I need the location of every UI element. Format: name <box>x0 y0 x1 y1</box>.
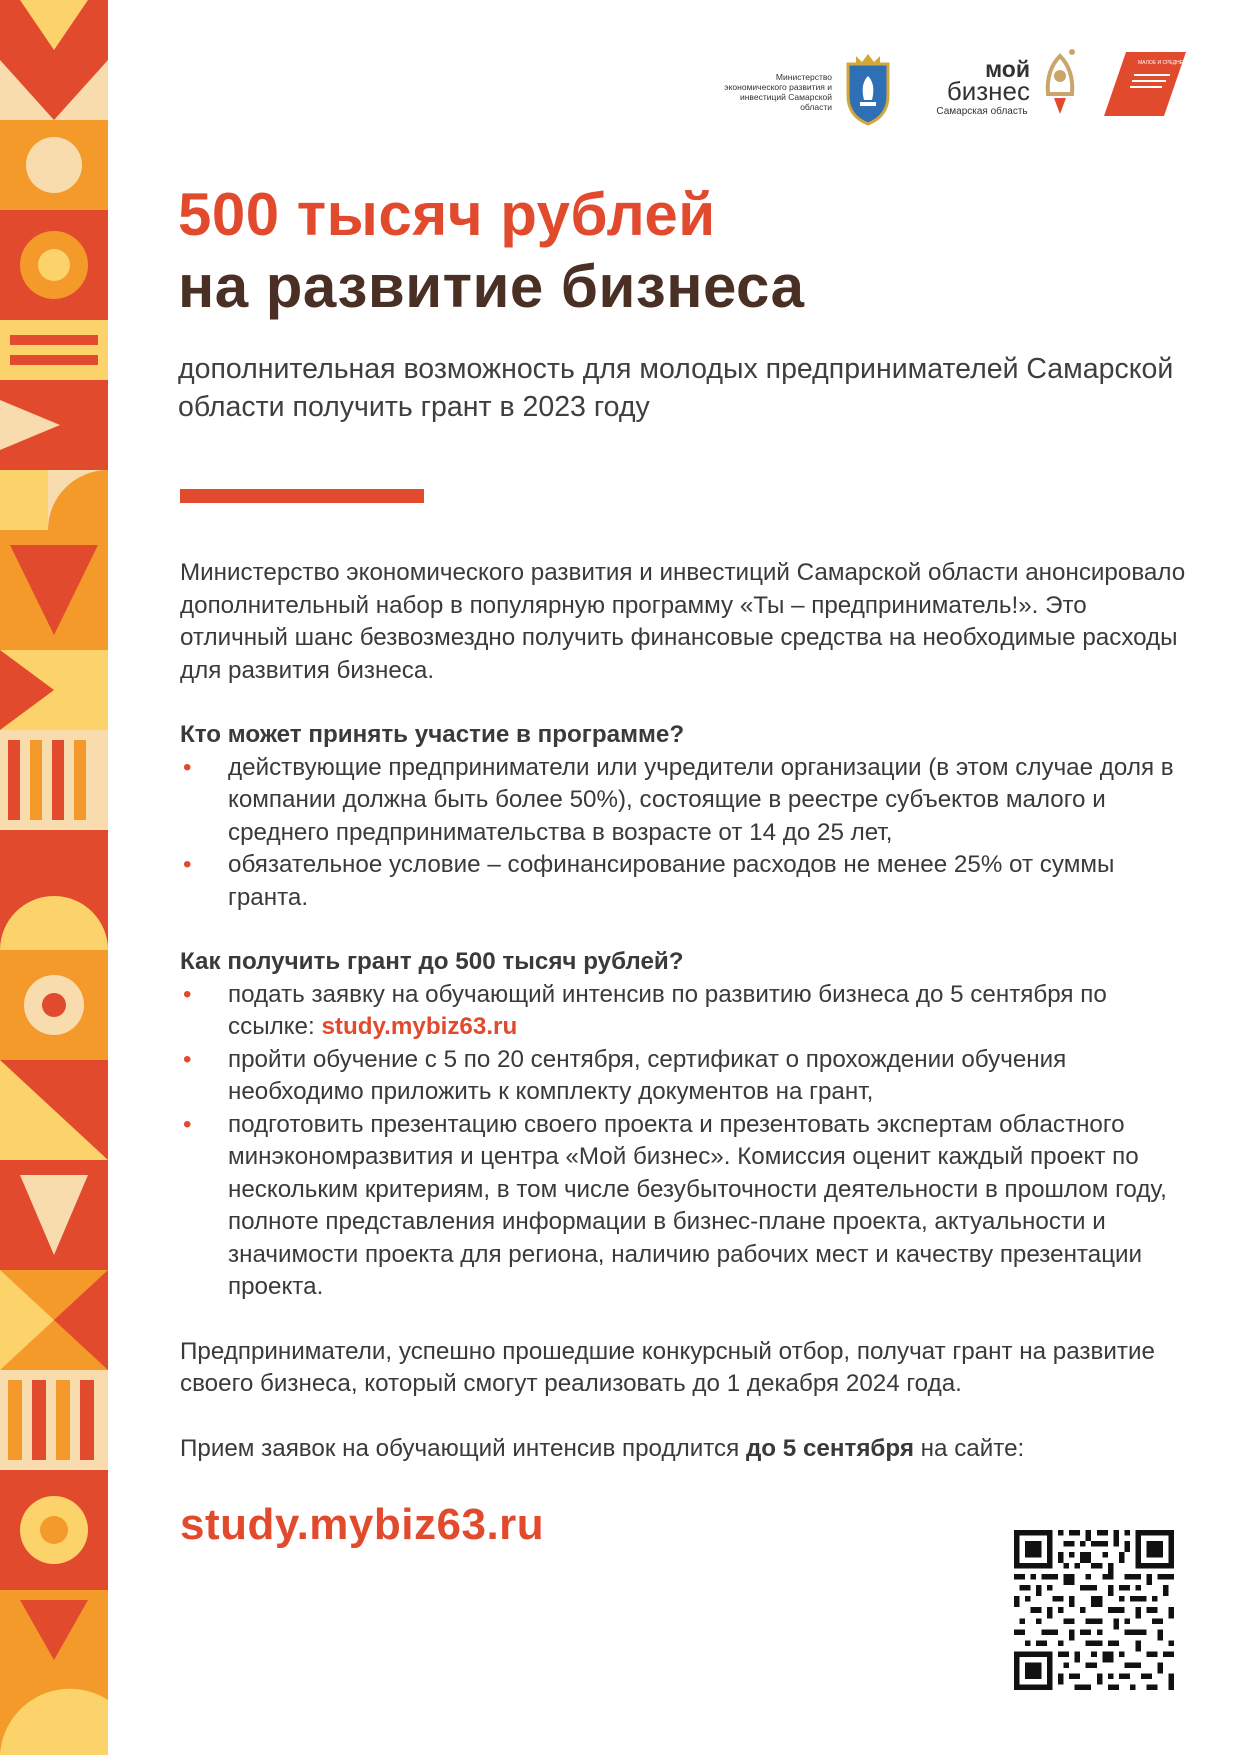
outro-paragraph: Предприниматели, успешно прошедшие конкурсный отбор, получат грант на развитие своего бизнеса, который смогут реализовать до 1 декабря 2024 года. <box>180 1337 1155 1397</box>
national-projects-logo <box>1104 52 1186 116</box>
mybiz-logo <box>934 58 1030 117</box>
mybiz-logo-line2: бизнес <box>946 76 1030 106</box>
partner-logos <box>720 48 1190 128</box>
list-item-text: обязательное условие – софинансирование расходов не менее 25% от суммы гранта. <box>228 851 1115 911</box>
bullet-icon: • <box>183 1045 192 1073</box>
bullet-icon: • <box>183 1110 192 1138</box>
samara-coat-of-arms-icon <box>838 50 898 126</box>
list-item-text: подготовить презентацию своего проекта и презентовать экспертам областного минэкономразвития и центра «Мой бизнес». Комиссия оценит каждый проект по нескольким критериям, в том числе безубыточности деятельности в прошлом году, полноте представления информации в бизнес-плане проекта, актуальности и значимости проекта для региона, наличию рабочих мест и качеству презентации проекта. <box>228 1110 1167 1300</box>
headline-purpose: на развитие бизнеса <box>178 253 805 320</box>
mybiz-logo-line1: мой <box>985 56 1030 82</box>
eligibility-list <box>180 752 1200 915</box>
bullet-icon: • <box>183 753 192 781</box>
eligibility-heading: Кто может принять участие в программе? <box>180 721 685 748</box>
list-item <box>180 849 1200 914</box>
list-item <box>180 979 1200 1044</box>
study-link[interactable]: study.mybiz63.ru <box>321 1013 518 1040</box>
deadline-date: до 5 сентября <box>745 1434 914 1462</box>
deadline-paragraph <box>180 1433 1200 1466</box>
intro-paragraph: Министерство экономического развития и инвестиций Самарской области анонсировало дополнительный набор в популярную программу «Ты – предприниматель!». Это отличный шанс безвозмездно получить финансовые средства на необходимые расходы для развития бизнеса. <box>180 559 1186 684</box>
article-body <box>180 557 1200 1465</box>
subtitle: дополнительная возможность для молодых предпринимателей Самарской области получить грант в 2023 году <box>178 353 1174 423</box>
steps-list <box>180 979 1200 1304</box>
ministry-logo-text: Министерство экономического развития и инвестиций Самарской области <box>724 72 832 112</box>
accent-divider <box>180 489 424 503</box>
headline-amount: 500 тысяч рублей <box>178 181 716 248</box>
list-item <box>180 752 1200 850</box>
bullet-icon: • <box>183 851 192 878</box>
list-item-text: подать заявку на обучающий интенсив по развитию бизнеса до 5 сентября по ссылке: <box>228 980 1107 1040</box>
bullet-icon: • <box>183 980 192 1008</box>
list-item <box>180 1109 1200 1304</box>
decorative-pattern-strip <box>0 0 108 1755</box>
list-item-text: пройти обучение с 5 по 20 сентября, сертификат о прохождении обучения необходимо приложить к комплекту документов на грант, <box>228 1045 1067 1105</box>
list-item <box>180 1044 1200 1109</box>
how-to-heading: Как получить грант до 500 тысяч рублей? <box>180 948 684 975</box>
website-link[interactable]: study.mybiz63.ru <box>180 1500 545 1549</box>
svg-text:МАЛОЕ И СРЕДНЕЕ: МАЛОЕ И СРЕДНЕЕ <box>1138 60 1186 66</box>
deadline-text-after: на сайте: <box>913 1434 1025 1462</box>
mybiz-logo-region: Самарская область <box>936 106 1028 117</box>
qr-code[interactable] <box>1014 1530 1174 1690</box>
rocket-icon <box>1038 48 1082 122</box>
list-item-text: действующие предприниматели или учредители организации (в этом случае доля в компании должна быть более 50%), состоящие в реестре субъектов малого и среднего предпринимательства в возрасте от 14 до 25 лет, <box>228 753 1174 846</box>
deadline-text-before: Прием заявок на обучающий интенсив продлится <box>180 1434 746 1462</box>
